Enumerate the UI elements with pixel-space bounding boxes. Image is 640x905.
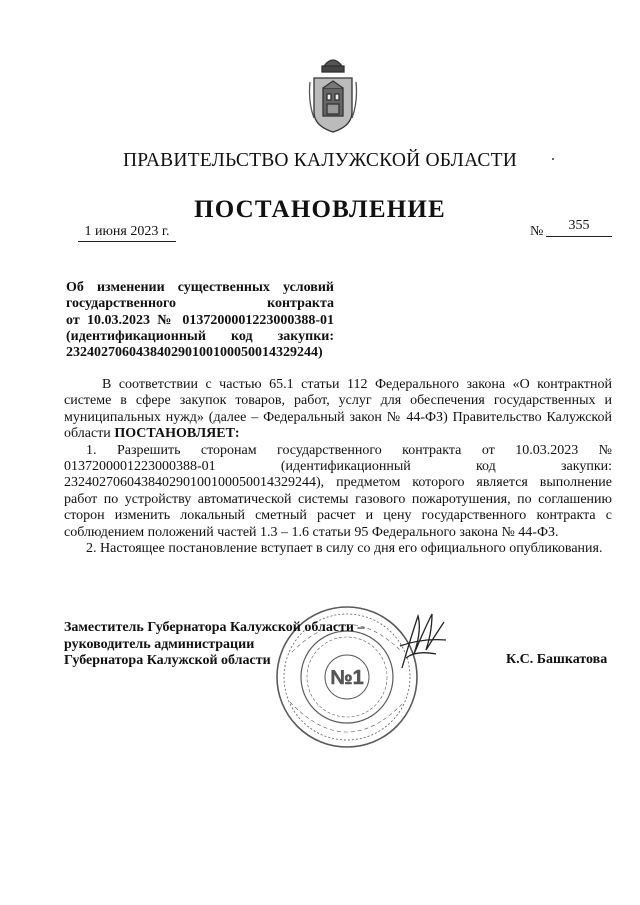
subject-line: государственного контракта bbox=[66, 296, 334, 312]
subject-line: Об изменении существенных условий bbox=[66, 280, 334, 295]
government-title: ПРАВИТЕЛЬСТВО КАЛУЖСКОЙ ОБЛАСТИ bbox=[123, 150, 517, 171]
subject-line: 232402706043840290100100050014329244) bbox=[66, 345, 323, 361]
clause-2: 2. Настоящее постановление вступает в силу со дня его официального опубликования. bbox=[86, 541, 603, 557]
seal-number: №1 bbox=[330, 667, 364, 689]
signatory-title-line: руководитель администрации bbox=[64, 636, 255, 652]
document-subject bbox=[66, 280, 334, 361]
handwritten-signature-icon bbox=[396, 610, 450, 674]
document-body bbox=[64, 377, 612, 557]
clause-1: 1. Разрешить сторонам государственного контракта от 10.03.2023 № 0137200001223000388-01 (идентификационный код закупки: 232402706043840290100100050014329244), предметом которого является выполнение работ по устройству автоматической системы газового пожаротушения, по соглашению сторон изменить локальный сметный расчет и цену государственного контракта с соблюдением положений частей 1.3 – 1.6 статьи 95 Федерального закона № 44-ФЗ. bbox=[64, 442, 612, 540]
signatory-title bbox=[64, 620, 374, 670]
decree-word: ПОСТАНОВЛЯЕТ: bbox=[114, 426, 240, 442]
signatory-title-line: Заместитель Губернатора Калужской области – bbox=[64, 620, 365, 635]
subject-line: от 10.03.2023 № 0137200001223000388-01 bbox=[66, 312, 334, 328]
coat-of-arms-icon bbox=[308, 52, 358, 134]
number-label: № bbox=[530, 224, 544, 239]
signatory-title-line: Губернатора Калужской области bbox=[64, 653, 271, 668]
signer-name: К.С. Башкатова bbox=[506, 652, 608, 667]
scan-speck bbox=[552, 158, 554, 160]
preamble-paragraph bbox=[64, 377, 612, 443]
document-date: 1 июня 2023 г. bbox=[78, 224, 176, 242]
preamble-text: В соответствии с частью 65.1 статьи 112 Федерального закона «О контрактной системе в сфере закупок товаров, работ, услуг для обеспечения государственных и муниципальных нужд» (далее – Федеральный закон № 44-ФЗ) Правительство Калужской области bbox=[64, 377, 612, 442]
document-type-title: ПОСТАНОВЛЕНИЕ bbox=[194, 196, 446, 223]
document-number: 355 bbox=[546, 218, 612, 237]
subject-line: (идентификационный код закупки: bbox=[66, 328, 334, 344]
